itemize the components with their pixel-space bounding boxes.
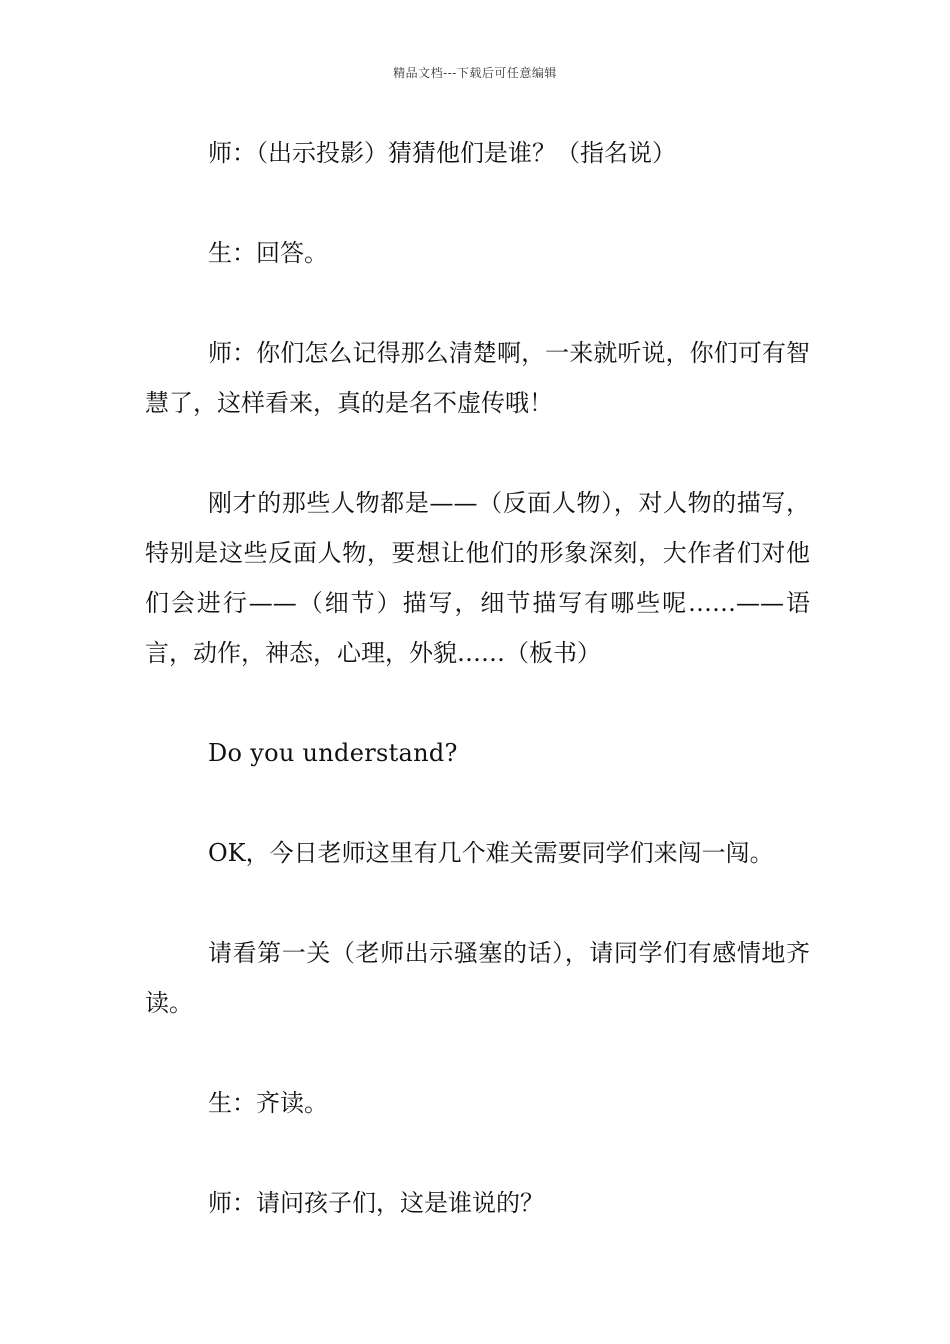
paragraph-teacher-prompt: 师：（出示投影）猜猜他们是谁？（指名说）: [208, 139, 676, 167]
page-header: 精品文档---下载后可任意编辑: [393, 66, 557, 80]
paragraph-student-read: 生：齐读。: [208, 1089, 328, 1117]
document-body: [145, 128, 810, 1278]
paragraph-student-answer: 生：回答。: [208, 239, 328, 267]
paragraph-teacher-question: 师：请问孩子们，这是谁说的？: [208, 1189, 544, 1217]
paragraph-first-challenge: 请看第一关（老师出示骚塞的话），请同学们有感情地齐读。: [145, 939, 810, 1017]
paragraph-teacher-praise: 师：你们怎么记得那么清楚啊，一来就听说，你们可有智慧了，这样看来，真的是名不虚传哦！: [145, 339, 810, 417]
paragraph-detail-description: 刚才的那些人物都是——（反面人物），对人物的描写，特别是这些反面人物，要想让他们的形象深刻，大作者们对他们会进行——（细节）描写，细节描写有哪些呢……——语言，动作，神态，心理，外貌……（板书）: [145, 489, 810, 667]
paragraph-challenge-intro: OK，今日老师这里有几个难关需要同学们来闯一闯。: [208, 839, 774, 867]
paragraph-do-you-understand: Do you understand?: [208, 739, 458, 767]
